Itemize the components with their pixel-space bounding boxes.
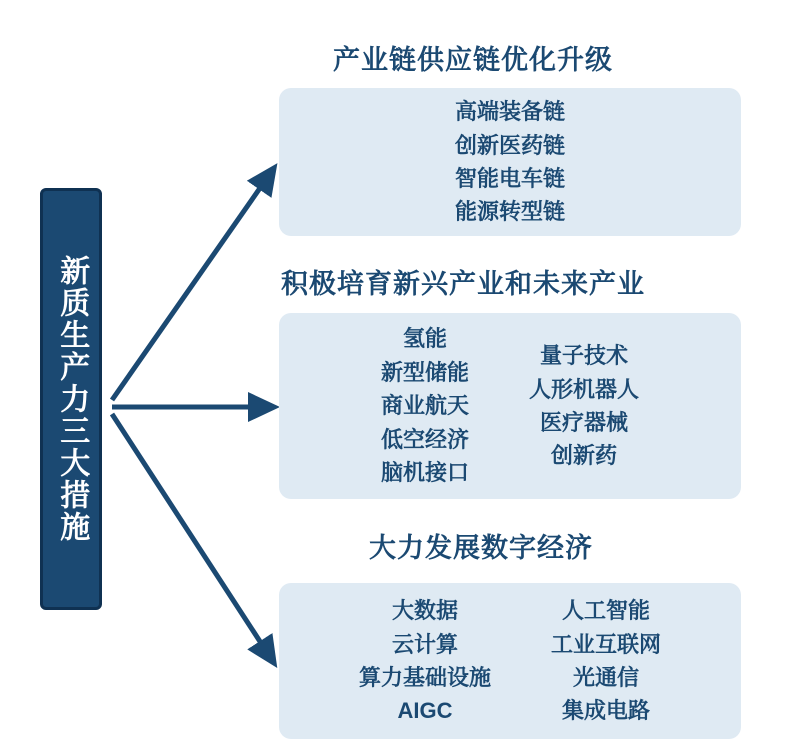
- root-label: 新质生产力三大措施: [40, 188, 102, 610]
- list-item: 云计算: [391, 631, 458, 657]
- list-item: 医疗器械: [540, 410, 629, 435]
- list-item: 人工智能: [562, 598, 651, 624]
- list-item: 商业航天: [380, 393, 469, 419]
- list-item: 工业互联网: [551, 631, 662, 657]
- list-item: 低空经济: [380, 426, 469, 452]
- branch-1-title: 产业链供应链优化升级: [333, 45, 613, 75]
- list-item: 氢能: [402, 326, 447, 352]
- arrow-to-branch-1: [112, 168, 274, 400]
- branch-1-column-1: [455, 95, 565, 229]
- list-item: 算力基础设施: [358, 665, 491, 690]
- branch-3-columns: [279, 594, 741, 728]
- list-item: 大数据: [391, 598, 458, 624]
- list-item: 新型储能: [380, 359, 469, 385]
- list-item: 能源转型链: [454, 199, 565, 225]
- list-item: 脑机接口: [380, 460, 469, 486]
- branch-2-column-2: [529, 322, 639, 489]
- branch-2-columns: [279, 322, 741, 489]
- branch-3-panel: [279, 583, 741, 739]
- branch-1-columns: [279, 95, 741, 229]
- branch-2-column-1: [381, 322, 469, 489]
- list-item: 创新药: [551, 443, 618, 469]
- branch-1-panel: [279, 88, 741, 236]
- branch-2-panel: [279, 313, 741, 499]
- list-item: 创新医药链: [454, 132, 565, 158]
- list-item: 光通信: [573, 665, 640, 690]
- list-item: 高端装备链: [454, 99, 565, 125]
- list-item: 智能电车链: [454, 166, 565, 191]
- branch-3-title: 大力发展数字经济: [369, 533, 593, 563]
- list-item: 人形机器人: [529, 376, 640, 402]
- arrow-to-branch-3: [112, 414, 274, 663]
- branch-3-column-1: [359, 594, 491, 728]
- branch-2-title: 积极培育新兴产业和未来产业: [281, 269, 645, 299]
- list-item: AIGC: [397, 698, 453, 724]
- list-item: 量子技术: [540, 343, 629, 369]
- list-item: 集成电路: [562, 698, 651, 724]
- branch-3-column-2: [551, 594, 661, 728]
